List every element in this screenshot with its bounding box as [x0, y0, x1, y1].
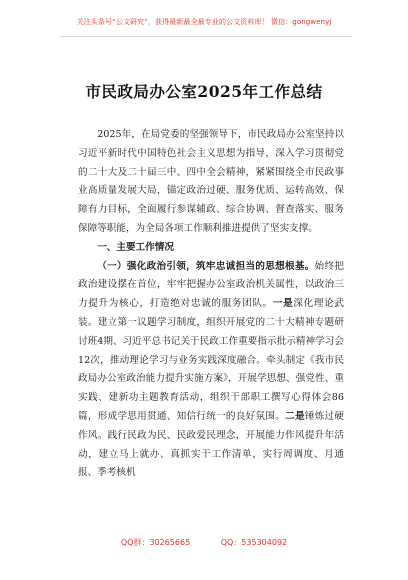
section-heading-main-work: 一、主要工作情况 [97, 241, 174, 253]
intro-paragraph: 2025年，在局党委的坚强领导下，市民政局办公室坚持以习近平新时代中国特色社会主义思想为指导，深入学习贯彻党的二十大及二十届三中、四中全会精神，紧紧围绕全市民政事业高质量发展大局，锚定政治过硬、服务优质、运转高效、保障有力目标，全面履行参谋辅政、综合协调、督查落实、服务保障等职能，为全局各项工作顺利推进提供了坚实支撑。 [78, 129, 344, 234]
point-marker-two: 二是 [285, 410, 305, 422]
subsection-paragraph-political [78, 258, 344, 484]
header-note: 关注头条号“公文研究”，获得最新最全最专业的公文资料库！ 微信：gongwenyj [76, 18, 332, 26]
point-marker-one: 一是 [272, 298, 294, 310]
document-title: 市民政局办公室2025年工作总结 [85, 82, 323, 101]
document-body [78, 126, 344, 483]
point-text-two: 锤炼过硬作风。践行民政为民、民政爱民理念，开展能力作风提升年活动，建立马上就办、真抓实干工作清单，实行周调度、月通报、季考核机 [78, 410, 345, 479]
footer-qq: QQ：535304092 [220, 538, 288, 547]
header-divider [60, 36, 352, 37]
footer-contact [0, 537, 408, 548]
subsection-text: 始终把政治建设摆在首位，牢牢把握办公室政治机关属性，以政治三力提升为核心，打造绝对忠诚的服务团队。 [78, 260, 345, 310]
subsection-title: （一）强化政治引领，筑牢忠诚担当的思想根基。 [97, 260, 315, 272]
point-text-one: 深化理论武装。建立第一议题学习制度，组织开展党的二十大精神专题研讨班4期、习近平总书记关于民政工作重要指示批示精神学习会12次，推动理论学习与业务实践深度融合。牵头制定《我市民政局办公室政治能力提升实施方案》，开展学思想、强党性、重实践、建新功主题教育活动，组织干部职工撰写心得体会86篇，形成学思用贯通、知信行统一的良好氛围。 [78, 298, 345, 422]
footer-qq-group: QQ群：30265665 [120, 538, 191, 547]
